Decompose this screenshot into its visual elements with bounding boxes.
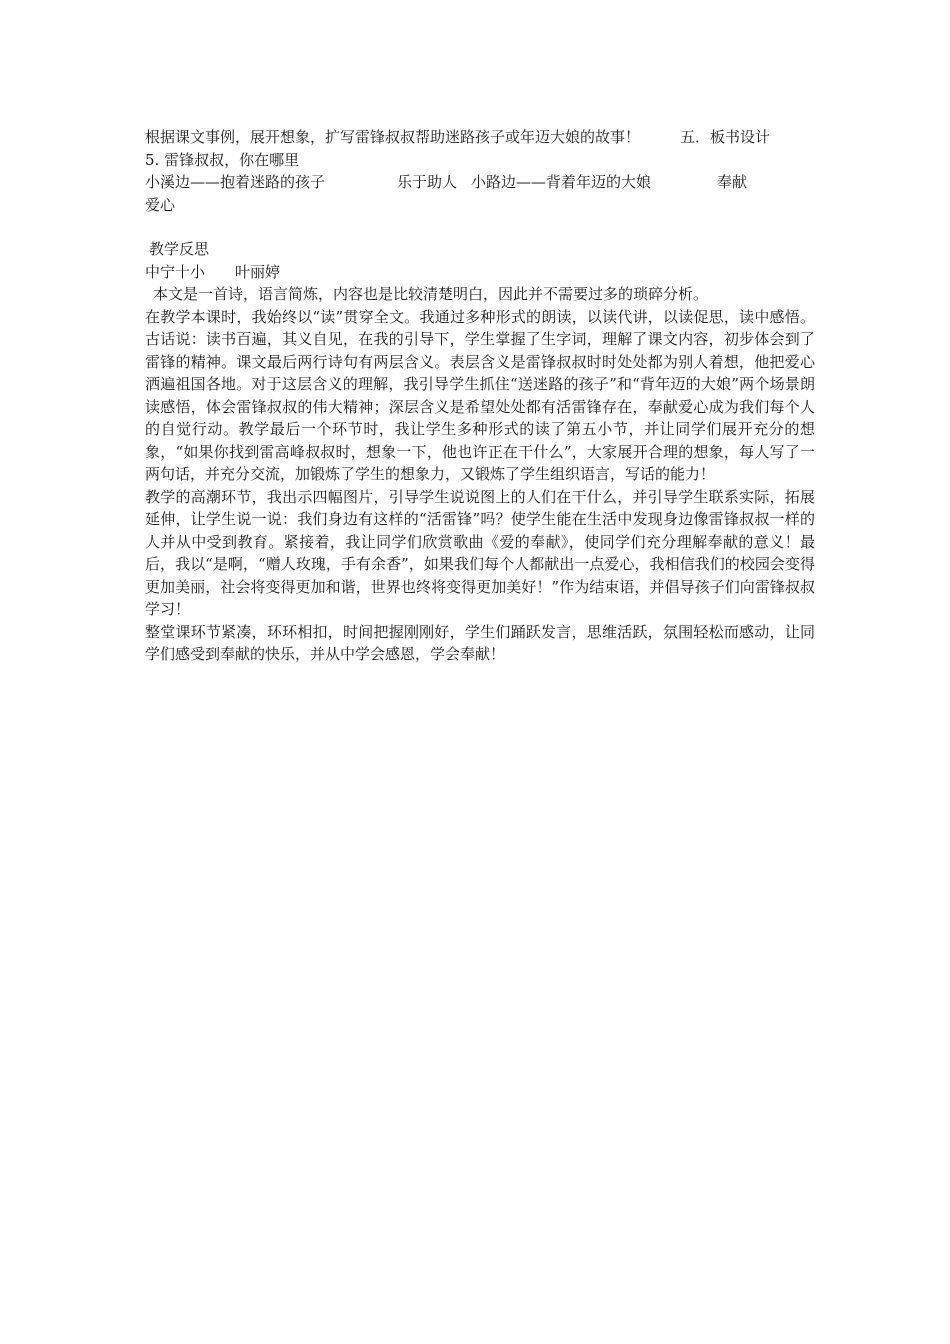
board-right-text: 小路边——背着年迈的大娘 (471, 173, 652, 191)
reflection-paragraph-2: 在教学本课时，我始终以“读”贯穿全文。我通过多种形式的朗读，以读代讲，以读促思，读中感悟。古话说：读书百遍，其义自见，在我的引导下，学生掌握了生字词，理解了课文内容，初步体会到了雷锋的精神。课文最后两行诗句有两层含义。表层含义是雷锋叔叔时时处处都为别人着想，他把爱心洒遍祖国各地。对于这层含义的理解，我引导学生抓住“送迷路的孩子”和“背年迈的大娘”两个场景朗读感悟，体会雷锋叔叔的伟大精神；深层含义是希望处处都有活雷锋存在，奉献爱心成为我们每个人的自觉行动。教学最后一个环节时，我让学生多种形式的读了第五小节，并让同学们展开充分的想象，“如果你找到雷高峰叔叔时，想象一下，他也许正在干什么”，大家展开合理的想象，每人写了一两句话，并充分交流，加锻炼了学生的想象力，又锻炼了学生组织语言，写话的能力！ (145, 307, 815, 483)
reflection-paragraph-4: 整堂课环节紧凑，环环相扣，时间把握刚刚好，学生们踊跃发言，思维活跃，氛围轻松而感动，让同学们感受到奉献的快乐，并从中学会感恩，学会奉献！ (145, 622, 815, 663)
board-end-text: 奉献 (717, 173, 748, 191)
blank-line (145, 216, 815, 238)
board-wrap-text: 爱心 (145, 195, 176, 214)
author-line (145, 261, 815, 284)
board-middle-text: 乐于助人 (397, 173, 458, 191)
reflection-title: 教学反思 (149, 240, 210, 258)
extension-task-line (145, 126, 815, 149)
board-left-text: 小溪边——抱着迷路的孩子 (145, 173, 326, 191)
school-name: 中宁十小 (145, 262, 206, 281)
document-body (145, 126, 815, 666)
board-design-heading: 五．板书设计 (680, 128, 771, 146)
board-title: 5. 雷锋叔叔，你在哪里 (145, 150, 300, 169)
reflection-paragraph-1: 本文是一首诗，语言简炼，内容也是比较清楚明白，因此并不需要过多的琐碎分析。 (153, 285, 709, 303)
extension-task-text: 根据课文事例，展开想象，扩写雷锋叔叔帮助迷路孩子或年迈大娘的故事！ (145, 128, 641, 146)
author-name: 叶丽婷 (235, 262, 281, 281)
board-content-line (145, 171, 815, 194)
reflection-paragraph-3: 教学的高潮环节，我出示四幅图片，引导学生说说图上的人们在干什么，并引导学生联系实际，拓展延伸，让学生说一说：我们身边有这样的“活雷锋”吗？使学生能在生活中发现身边像雷锋叔叔一样的人并从中受到教育。紧接着，我让同学们欣赏歌曲《爱的奉献》，使同学们充分理解奉献的意义！最后，我以“是啊，“赠人玫瑰，手有余香”，如果我们每个人都献出一点爱心，我相信我们的校园会变得更加美丽，社会将变得更加和谐，世界也终将变得更加美好！”作为结束语，并倡导孩子们向雷锋叔叔学习！ (145, 487, 815, 618)
